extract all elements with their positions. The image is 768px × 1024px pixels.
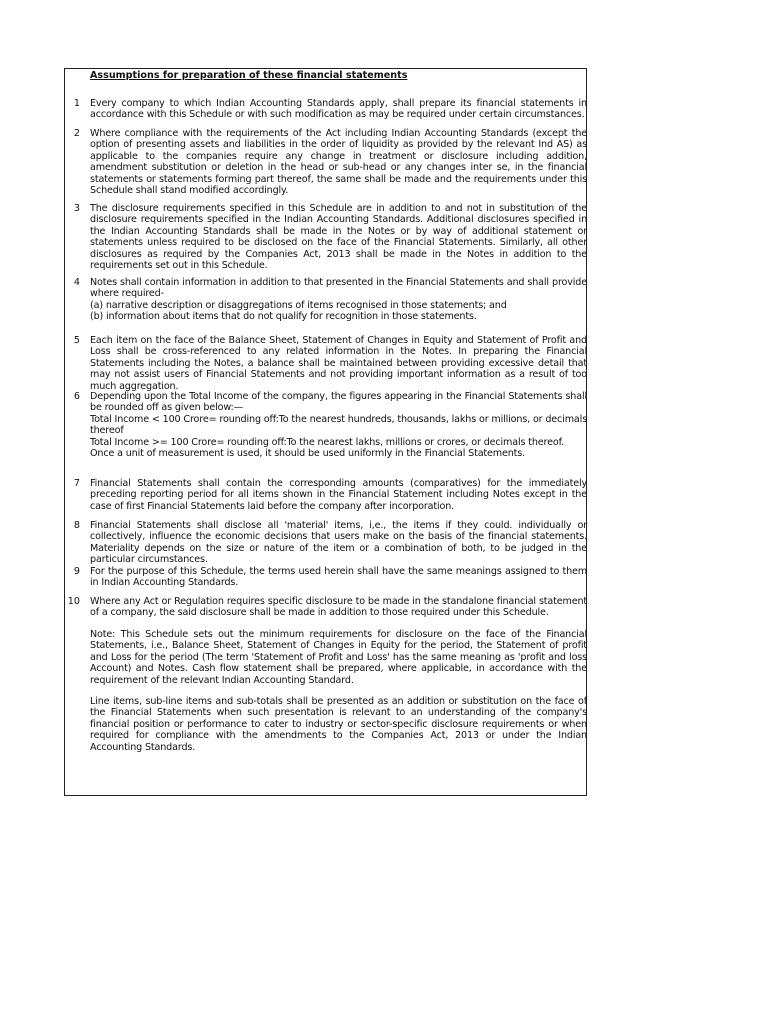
- item-text: The disclosure requirements specified in this Schedule are in addition to and not in substitution of the disclosure requirements specified in the Indian Accounting Standards. Additional disclosures specified in the Indian Accounting Standards shall be made in the Notes or by way of additional statement or statements unless required to be disclosed on the face of the Financial Statements. Similarly, all other disclosures as required by the Companies Act, 2013 shall be made in the Notes in addition to the requirements set out in this Schedule.: [90, 203, 587, 272]
- item-number: 1: [73, 98, 80, 109]
- item-subtext: (b) information about items that do not qualify for recognition in those statements.: [90, 311, 477, 323]
- item-number: 6: [73, 391, 80, 402]
- item-number: 4: [73, 277, 80, 288]
- item-subtext: (a) narrative description or disaggregations of items recognised in those statements; and: [90, 299, 507, 311]
- item-number: 9: [73, 566, 80, 577]
- document-title: Assumptions for preparation of these financial statements: [90, 70, 408, 81]
- item-text: Financial Statements shall disclose all 'material' items, i,e., the items if they could. individually or collectively, influence the economic decisions that users make on the basis of the financial statements. Materiality depends on the size or nature of the item or a combination of both, to be judged in the particular circumstances.: [90, 520, 587, 566]
- item-text: Depending upon the Total Income of the company, the figures appearing in the Financial Statements shall be rounded off as given below:—: [90, 391, 587, 414]
- item-text: Every company to which Indian Accounting Standards apply, shall prepare its financial statements in accordance with this Schedule or with such modification as may be required under certain circumstances.: [90, 98, 587, 121]
- item-subtext: Total Income >= 100 Crore= rounding off:To the nearest lakhs, millions or crores, or decimals thereof.: [90, 436, 564, 448]
- item-number: 10: [67, 596, 80, 607]
- item-number: 3: [73, 203, 80, 214]
- item-text: Where any Act or Regulation requires specific disclosure to be made in the standalone financial statement of a company, the said disclosure shall be made in addition to those required under this Schedule.: [90, 596, 587, 619]
- item-subtext: Total Income < 100 Crore= rounding off:To the nearest hundreds, thousands, lakhs or millions, or decimals thereof: [90, 413, 587, 437]
- item-number: 2: [73, 128, 80, 139]
- line-items-note: Line items, sub-line items and sub-totals shall be presented as an addition or substitution on the face of the Financial Statements when such presentation is relevant to an understanding of the company's financial position or performance to cater to industry or sector-specific disclosure requirements or when required for compliance with the amendments to the Companies Act, 2013 or under the Indian Accounting Standards.: [90, 696, 587, 753]
- item-subtext: Once a unit of measurement is used, it should be used uniformly in the Financial Statements.: [90, 448, 526, 460]
- schedule-note: Note: This Schedule sets out the minimum requirements for disclosure on the face of the Financial Statements, i.e., Balance Sheet, Statement of Changes in Equity for the period, the Statement of profit and Loss for the period (The term 'Statement of Profit and Loss' has the same meaning as 'profit and loss Account) and Notes. Cash flow statement shall be prepared, where applicable, in accordance with the requirement of the relevant Indian Accounting Standard.: [90, 629, 587, 686]
- item-number: 8: [73, 520, 80, 531]
- item-text: For the purpose of this Schedule, the terms used herein shall have the same meanings assigned to them in Indian Accounting Standards.: [90, 566, 587, 589]
- item-text: Financial Statements shall contain the corresponding amounts (comparatives) for the immediately preceding reporting period for all items shown in the Financial Statement including Notes except in the case of first Financial Statements laid before the company after incorporation.: [90, 478, 587, 512]
- item-text-block: [90, 391, 587, 459]
- item-number: 7: [73, 478, 80, 489]
- item-number: 5: [73, 335, 80, 346]
- item-text: Where compliance with the requirements of the Act including Indian Accounting Standards (except the option of presenting assets and liabilities in the order of liquidity as provided by the relevant Ind AS) as applicable to the companies require any change in treatment or disclosure including addition, amendment substitution or deletion in the head or sub-head or any changes inter se, in the financial statements or statements forming part thereof, the same shall be made and the requirements under this Schedule shall stand modified accordingly.: [90, 128, 587, 197]
- item-text: Each item on the face of the Balance Sheet, Statement of Changes in Equity and Statement of Profit and Loss shall be cross-referenced to any related information in the Notes. In preparing the Financial Statements including the Notes, a balance shall be maintained between providing excessive detail that may not assist users of Financial Statements and not providing important information as a result of too much aggregation.: [90, 335, 587, 392]
- item-text-block: [90, 277, 587, 323]
- item-text: Notes shall contain information in addition to that presented in the Financial Statements and shall provide where required-: [90, 277, 587, 300]
